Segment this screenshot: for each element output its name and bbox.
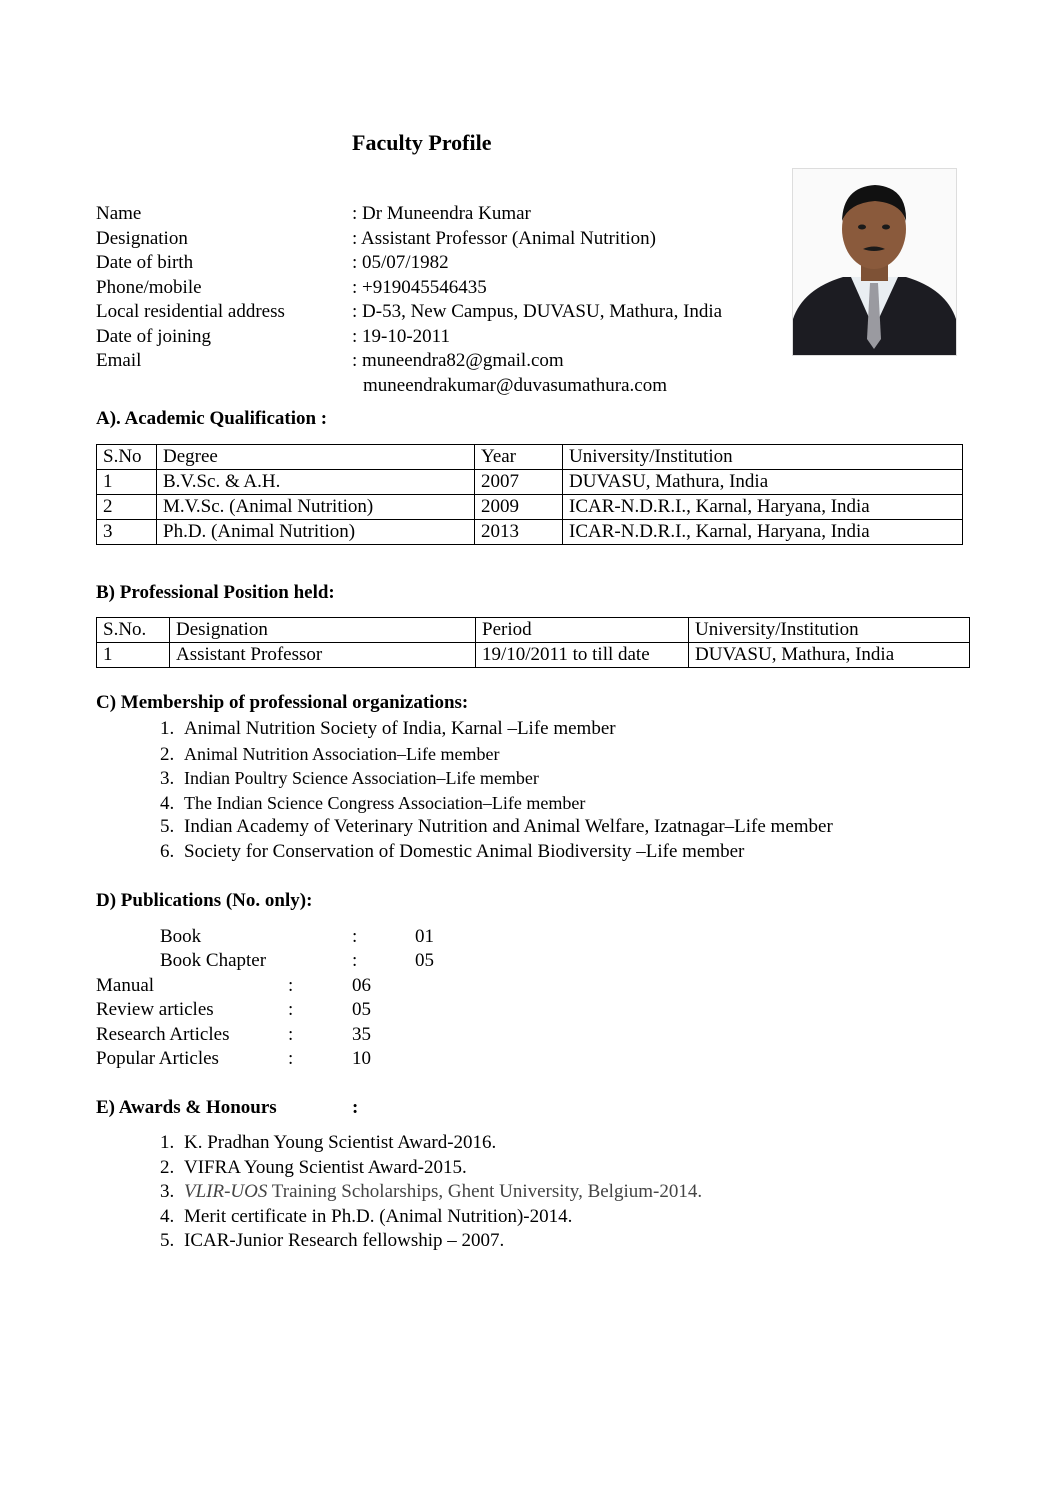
info-label: Name	[96, 203, 142, 224]
publication-count: 01	[415, 926, 434, 947]
page-title: Faculty Profile	[352, 130, 492, 155]
awards-heading: E) Awards & Honours	[96, 1097, 277, 1118]
publication-label: Manual	[96, 974, 155, 996]
list-item-text: Indian Academy of Veterinary Nutrition and Animal Welfare, Izatnagar–Life member	[184, 816, 833, 838]
list-item-text: VIFRA Young Scientist Award-2015.	[184, 1156, 467, 1178]
list-item-text: Society for Conservation of Domestic Animal Biodiversity –Life member	[184, 840, 745, 862]
publication-separator: :	[352, 926, 358, 947]
academic-table	[96, 444, 963, 545]
info-label: Local residential address	[96, 301, 285, 322]
publication-count: 35	[352, 1023, 371, 1045]
list-item: 2. VIFRA Young Scientist Award-2015.	[160, 1156, 467, 1178]
list-item-text: Merit certificate in Ph.D. (Animal Nutrition)-2014.	[184, 1205, 573, 1227]
info-value: : Dr Muneendra Kumar	[352, 203, 531, 224]
info-value: : muneendra82@gmail.com	[352, 350, 564, 371]
publication-label: Research Articles	[96, 1023, 230, 1045]
publication-separator: :	[288, 1023, 294, 1045]
info-label: Email	[96, 350, 142, 371]
table-cell: Ph.D. (Animal Nutrition)	[157, 520, 475, 545]
table-cell: Assistant Professor	[170, 643, 476, 668]
list-item: 3. VLIR-UOS Training Scholarships, Ghent University, Belgium-2014.	[160, 1181, 703, 1203]
table-cell: 19/10/2011 to till date	[476, 643, 689, 668]
info-value: : Assistant Professor (Animal Nutrition)	[352, 227, 656, 249]
publication-count: 05	[415, 950, 434, 971]
membership-list	[160, 717, 833, 865]
table-header: Period	[476, 618, 689, 643]
table-row	[97, 520, 963, 545]
publication-label: Book Chapter	[160, 950, 267, 971]
publication-count: 05	[352, 999, 371, 1020]
info-label: Designation	[96, 227, 188, 249]
table-cell: DUVASU, Mathura, India	[563, 470, 963, 495]
list-item: 5. Indian Academy of Veterinary Nutrition and Animal Welfare, Izatnagar–Life member	[160, 816, 833, 838]
publication-separator: :	[288, 999, 294, 1020]
publications-heading: D) Publications (No. only):	[96, 890, 313, 911]
publication-label: Book	[160, 926, 202, 947]
info-value: : 19-10-2011	[352, 325, 450, 347]
publication-separator: :	[352, 950, 358, 971]
list-item: 4. The Indian Science Congress Association–Life member	[160, 792, 586, 814]
table-row	[97, 470, 963, 495]
list-item: 5. ICAR-Junior Research fellowship – 2007.	[160, 1230, 505, 1252]
info-label: Date of joining	[96, 325, 212, 347]
info-value: muneendrakumar@duvasumathura.com	[363, 374, 667, 396]
publication-separator: :	[288, 1048, 294, 1069]
table-header: Degree	[157, 445, 475, 470]
academic-heading: A). Academic Qualification :	[96, 408, 328, 429]
table-row	[97, 495, 963, 520]
info-value: : +919045546435	[352, 276, 487, 298]
publication-label: Review articles	[96, 999, 214, 1020]
list-item-text: The Indian Science Congress Association–Life member	[184, 792, 586, 813]
awards-colon: :	[352, 1097, 359, 1118]
portrait-photo	[792, 168, 957, 356]
positions-heading: B) Professional Position held:	[96, 582, 335, 603]
table-cell: M.V.Sc. (Animal Nutrition)	[157, 495, 475, 520]
table-cell: 2007	[475, 470, 563, 495]
list-item-italic: VLIR-UOS	[184, 1181, 268, 1203]
table-cell: 1	[97, 470, 157, 495]
list-item: 6. Society for Conservation of Domestic Animal Biodiversity –Life member	[160, 840, 745, 862]
table-cell: 2	[97, 495, 157, 520]
list-item-text: Indian Poultry Science Association–Life member	[184, 768, 539, 789]
publication-label: Popular Articles	[96, 1048, 219, 1069]
list-item-text: K. Pradhan Young Scientist Award-2016.	[184, 1132, 497, 1153]
awards-list	[160, 1131, 702, 1254]
info-value: : D-53, New Campus, DUVASU, Mathura, India	[352, 301, 723, 322]
list-item-text: Animal Nutrition Society of India, Karnal –Life member	[184, 718, 616, 739]
table-row	[97, 643, 970, 668]
table-cell: 2009	[475, 495, 563, 520]
table-header: University/Institution	[563, 445, 963, 470]
table-cell: 2013	[475, 520, 563, 545]
table-cell: ICAR-N.D.R.I., Karnal, Haryana, India	[563, 495, 963, 520]
list-item-text: Animal Nutrition Association–Life member	[184, 743, 500, 764]
table-header: Designation	[170, 618, 476, 643]
portrait-icon	[793, 169, 956, 355]
positions-table	[96, 617, 970, 668]
table-header: S.No	[97, 445, 157, 470]
list-item: 1. Animal Nutrition Society of India, Karnal –Life member	[160, 718, 616, 739]
table-cell: DUVASU, Mathura, India	[689, 643, 970, 668]
list-item-text: Training Scholarships, Ghent University, Belgium-2014.	[267, 1181, 703, 1203]
info-label: Phone/mobile	[96, 276, 202, 298]
info-value: : 05/07/1982	[352, 252, 449, 273]
list-item: 2. Animal Nutrition Association–Life member	[160, 743, 500, 765]
table-header-row	[97, 618, 970, 643]
table-cell: 1	[97, 643, 170, 668]
list-item-text: ICAR-Junior Research fellowship – 2007.	[184, 1230, 505, 1252]
table-cell: ICAR-N.D.R.I., Karnal, Haryana, India	[563, 520, 963, 545]
table-header: University/Institution	[689, 618, 970, 643]
table-header: S.No.	[97, 618, 170, 643]
table-cell: 3	[97, 520, 157, 545]
publication-separator: :	[288, 974, 294, 996]
info-label: Date of birth	[96, 252, 194, 273]
membership-heading: C) Membership of professional organizations:	[96, 692, 469, 713]
list-item: 3. Indian Poultry Science Association–Life member	[160, 768, 539, 790]
table-header-row	[97, 445, 963, 470]
table-cell: B.V.Sc. & A.H.	[157, 470, 475, 495]
table-header: Year	[475, 445, 563, 470]
list-item: 4. Merit certificate in Ph.D. (Animal Nutrition)-2014.	[160, 1205, 573, 1227]
publication-count: 10	[352, 1048, 371, 1069]
publication-count: 06	[352, 974, 371, 996]
list-item: 1. K. Pradhan Young Scientist Award-2016.	[160, 1132, 497, 1153]
